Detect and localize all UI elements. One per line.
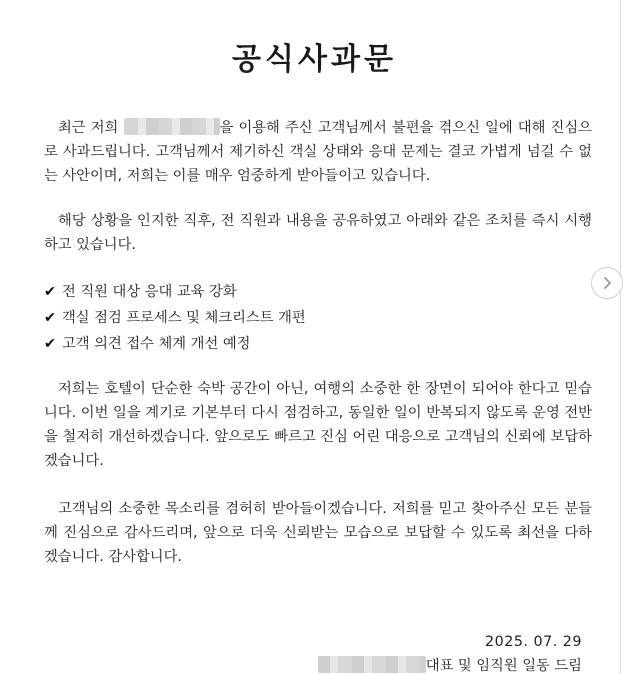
paragraph-actions-intro <box>44 209 592 257</box>
paragraph-thanks <box>44 497 592 569</box>
redacted-representative-name <box>318 656 426 673</box>
signature-line <box>318 654 582 674</box>
list-item-label: 객실 점검 프로세스 및 체크리스트 개편 <box>62 310 306 326</box>
signature-text: 대표 및 임직원 일동 드림 <box>425 658 582 674</box>
list-item <box>44 305 592 331</box>
check-icon: ✔ <box>44 336 56 352</box>
check-icon: ✔ <box>44 284 56 300</box>
paragraph-intro-rest: 을 이용해 주신 고객님께서 불편을 겪으신 일에 대해 진심으로 사과드립니다. 고객님께서 제기하신 객실 상태와 응대 문제는 결코 가볍게 넘길 수 없는 사안이며, 저희는 이를 매우 엄중하게 받아들이고 있습니다. <box>44 120 592 184</box>
frame-border <box>620 0 621 674</box>
letter-body <box>44 116 592 593</box>
paragraph-intro <box>44 116 592 188</box>
closing-block <box>318 630 582 674</box>
date-text: 2025. 07. 29 <box>485 634 582 650</box>
list-item <box>44 279 592 305</box>
paragraph-commitment <box>44 377 592 473</box>
chevron-right-icon <box>600 276 614 290</box>
redacted-hotel-name <box>124 118 220 135</box>
list-item <box>44 331 592 357</box>
paragraph-thanks-text: 고객님의 소중한 목소리를 겸허히 받아들이겠습니다. 저희를 믿고 찾아주신 모든 분들께 진심으로 감사드리며, 앞으로 더욱 신뢰받는 모습으로 보답할 수 있도록 최선을 다하겠습니다. 감사합니다. <box>44 501 592 565</box>
page-title: 공식사과문 <box>232 42 397 77</box>
paragraph-actions-text: 해당 상황을 인지한 직후, 전 직원과 내용을 공유하였고 아래와 같은 조치를 즉시 시행하고 있습니다. <box>44 213 592 253</box>
action-list <box>44 279 592 357</box>
paragraph-commitment-text: 저희는 호텔이 단순한 숙박 공간이 아닌, 여행의 소중한 한 장면이 되어야 한다고 믿습니다. 이번 일을 계기로 기본부터 다시 점검하고, 동일한 일이 반복되지 않도록 운영 전반을 철저히 개선하겠습니다. 앞으로도 빠르고 진심 어린 대응으로 고객님의 신뢰에 보답하겠습니다. <box>44 381 592 469</box>
carousel-next-button[interactable] <box>591 267 623 299</box>
list-item-label: 전 직원 대상 응대 교육 강화 <box>62 284 237 300</box>
paragraph-intro-start: 최근 저희 <box>58 120 124 136</box>
check-icon: ✔ <box>44 310 56 326</box>
list-item-label: 고객 의견 접수 체계 개선 예정 <box>62 336 251 352</box>
